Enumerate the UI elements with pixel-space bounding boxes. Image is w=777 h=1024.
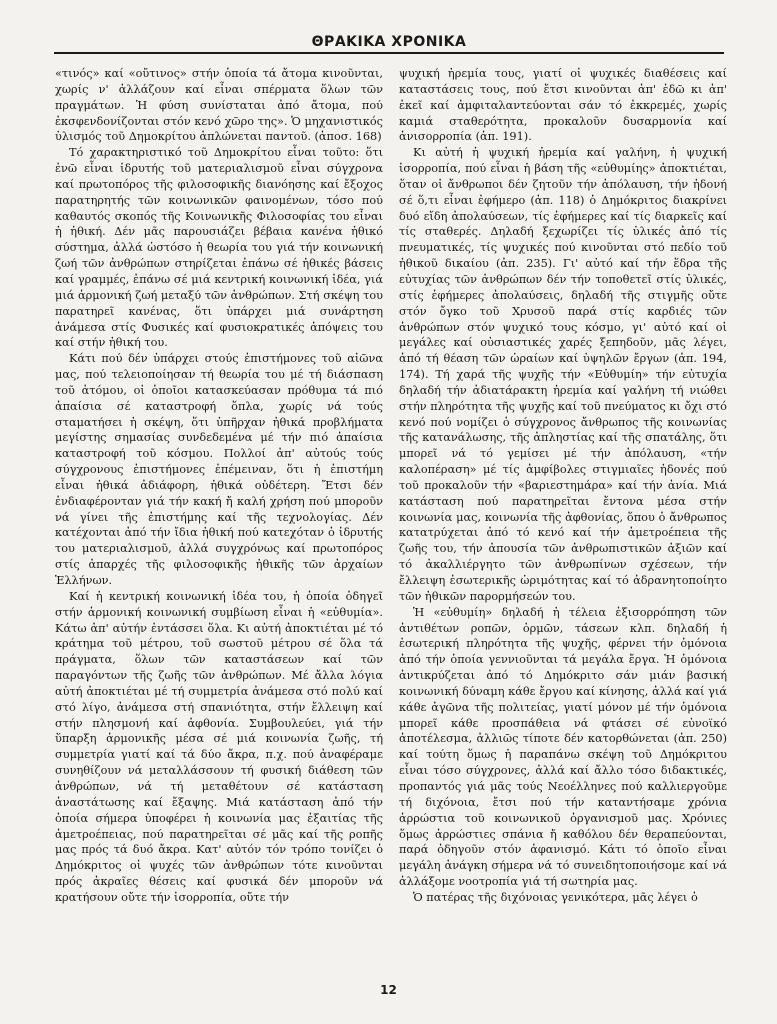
paragraph: Ὁ πατέρας τῆς διχόνοιας γενικότερα, μᾶς λέγει ὁ [413, 890, 698, 904]
paragraph: Ἡ «εὐθυμίη» δηλαδή ἡ τέλεια ἐξισορρόπηση τῶν ἀντιθέτων ροπῶν, ὁρμῶν, τάσεων κλπ. δηλαδή ἡ ἐσωτερική πληρότητα τῆς ψυχῆς, φέρνει τήν ὁμόνοια ἀπό τήν ὁποία γεννιοῦνται τά μεγάλα ἔργα. Ἡ ὁμόνοια ἀντικρύζεται ἀπό τό Δημόκριτο σάν μιάν βασική κοινωνική δύναμη κάθε ἔργου καί κίνησης, ἀλλά καί γιά κάθε ἀγῶνα τῆς πολιτείας, γιατί μόνον μέ τήν ὁμόνοια μπορεῖ κάθε προσπάθεια νά φτάσει σέ εὐνοϊκό ἀποτέλεσμα, ἀλλιῶς τίποτε δέν κατορθώνεται (ἀπ. 250) καί τούτη ὅμως ἡ παραπάνω σκέψη τοῦ Δημόκριτου εἶναι τόσο σύγχρονες, ἀλλά καί ἄλλο τόσο διδακτικές, προπαντός γιά μᾶς τούς Νεοέλληνες πού καλλιεργοῦμε τή διχόνοια, ἔτσι πού τήν καταντήσαμε χρόνια ἀρρώστια τοῦ κοινωνικοῦ ὀργανισμοῦ μας. Χρόνιες ὅμως ἀρρώστιες σπάνια ἤ καθόλου δέν θεραπεύονται, παρά ὁδηγοῦν στόν ἀφανισμό. Κάτι τό ὁποῖο εἶναι μεγάλη ἀνάγκη σήμερα νά τό συνειδητοποιήσομε καί νά ἀλλάξομε νοοτροπία γιά τή σωτηρία μας. [399, 605, 727, 889]
right-column [399, 66, 727, 906]
paragraph: Τό χαρακτηριστικό τοῦ Δημοκρίτου εἶναι τοῦτο: ὅτι ἐνῶ εἶναι ἱδρυτής τοῦ ματεριαλισμοῦ εἶναι σύγχρονα καί πρωτοπόρος τῆς φιλοσοφικῆς διανόησης καί ἔξοχος παρατηρητής τῶν κοινωνικῶν φαινομένων, τόσο πού καθαυτός σκοπός τῆς Κοινωνικῆς Φιλοσοφίας του εἶναι ἡ ἠθική. Δέν μᾶς παρουσιάζει βέβαια κανένα ἠθικό σύστημα, ἀλλά ὡστόσο ἡ θεωρία του γιά τήν κοινωνική ζωή τῶν ἀνθρώπων στηρίζεται ἐπάνω σέ ἠθικές βάσεις καί γραμμές, ἐπάνω σέ μιά κεντρική κοινωνική ἰδέα, γιά μιά ἁρμονική ζωή μεταξύ τῶν ἀνθρώπων. Στή σκέψη του παρατηρεῖ κανένας, ὅτι ὑπάρχει μιά συνάρτηση ἀνάμεσα στίς Φυσικές καί φυσιοκρατικές ἀπόψεις του καί στήν ἠθική του. [55, 146, 383, 350]
paragraph: Κάτι πού δέν ὑπάρχει στούς ἐπιστήμονες τοῦ αἰῶνα μας, πού τελειοποίησαν τή θεωρία του μέ τή διάσπαση τοῦ ἀτόμου, οἱ ὁποῖοι κατασκεύασαν πρόθυμα τά πιό ἀπαίσια σέ καταστροφή ὅπλα, χωρίς νά τούς σταματήσει ἡ σκέψη, ὅτι ὑπῆρχαν ἠθικά προβλήματα μεγίστης σημασίας συνδεδεμένα μέ τήν πιό ἀπαίσια καταστροφή τοῦ κόσμου. Πολλοί ἀπ' αὐτούς τούς σύγχρονους ἐπιστήμονες ἐπέμειναν, ὅτι ἡ ἐπιστήμη εἶναι ἠθικά ἀδιάφορη, ἠθικά οὐδέτερη. Ἔτσι δέν ἐνδιαφέρονταν γιά τήν κακή ἤ καλή χρήση πού μποροῦν νά γίνει τῆς ἐπιστήμης καί τῆς τεχνολογίας. Δέν κατέχονται ἀπό τήν ἴδια ἠθική πού κατεχόταν ὁ ἱδρυτής του ματεριαλισμοῦ, ἀλλά συγχρόνως καί πρωτοπόρος στίς ἀπαρχές τῆς φιλοσοφικῆς ἠθικῆς τῶν ἀρχαίων Ἑλλήνων. [55, 352, 383, 587]
paragraph: Κι αὐτή ἡ ψυχική ἠρεμία καί γαλήνη, ἡ ψυχική ἰσορροπία, πού εἶναι ἡ βάση τῆς «εὐθυμίης» ἀποκτιέται, ὅταν οἱ ἄνθρωποι δέν ζητοῦν τήν ἀπόλαυση, τήν ἡδονή σέ ὅ,τι εἶναι ἐφήμερο (ἀπ. 118) ὁ Δημόκριτος διακρίνει δυό εἴδη ἀπολαύσεων, τίς ἐφήμερες καί τίς διαρκεῖς καί τίς σταθερές. Δηλαδή ξεχωρίζει τίς ὑλικές ἀπό τίς πνευματικές, τίς ψυχικές πού κινοῦνται στό πεδίο τοῦ ἠθικοῦ δικαίου (ἀπ. 235). Γι' αὐτό καί τήν ἕδρα τῆς εὐτυχίας τῶν ἀνθρώπων δέν τήν τοποθετεῖ στίς ὑλικές, στίς ἐφήμερες ἀπολαύσεις, δηλαδή τῆς στιγμῆς οὔτε στόν ὄγκο τοῦ Χρυσοῦ παρά στίς καρδιές τῶν ἀνθρώπων στόν ψυχικό τους κόσμο, γι' αὐτό καί οἱ μεγάλες καί οὐσιαστικές χαρές ξεπηδοῦν, μᾶς λέγει, ἀπό τή θέαση τῶν ὡραίων καί ὑψηλῶν ἔργων (ἀπ. 194, 174). Τή χαρά τῆς ψυχῆς τήν «Εὐθυμίη» τήν εὐτυχία δηλαδή τήν ἀδιατάρακτη ἠρεμία καί γαλήνη τή νιώθει στήν πληρότητα τῆς ψυχῆς καί τοῦ πνεύματος κι ὄχι στό κενό πού νομίζει ὁ σύγχρονος ἄνθρωπος τῆς κοινωνίας τῆς κατανάλωσης, τῆς ἀπληστίας καί τῆς σπατάλης, ὅτι μπορεῖ νά τό γεμίσει μέ τήν ἀπόλαυση, «τήν καλοπέραση» μέ τίς ἀμφίβολες στιγμιαῖες ἡδονές πού τοῦ προκαλοῦν τήν «βαριεστημάρα» καί τήν ἀνία. Μιά κατάσταση πού παρατηρεῖται ἔντονα μέσα στήν κοινωνία μας, κοινωνία τῆς ἀφθονίας, ὅπου ὁ ἄνθρωπος κατατρύχεται ἀπό τό κενό καί τήν ἀμετροέπεια τῆς ζωῆς του, τήν ἀπουσία τῶν ἀνθρωπιστικῶν ἀξιῶν καί τό ἀκαλλιέργητο τῶν ἀνθρωπίνων σχέσεων, τήν ἔλλειψη ἐσωτερικῆς ὡριμότητας καί τό ἀδρανητοποίητο τῶν ἠθικῶν παρορμήσεών του. [399, 146, 727, 603]
left-column [55, 66, 383, 906]
paragraph: «τινός» καί «οὔτινος» στήν ὁποία τά ἄτομα κινοῦνται, χωρίς ν' ἀλλάζουν καί εἶναι σπέρματα ὅλων τῶν πραγμάτων. Ἡ φύση συνίσταται ἀπό ἄτομα, πού ἐκσφενδονίζονται στόν κενό χῶρο της». Ὁ μηχανιστικός ὑλισμός τοῦ Δημοκρίτου ἁπλώνεται παντοῦ. (ἀποσ. 168) [55, 67, 383, 144]
running-header: ΘΡΑΚΙΚΑ ΧΡΟΝΙΚΑ [311, 34, 467, 50]
paragraph: Καί ἡ κεντρική κοινωνική ἰδέα του, ἡ ὁποία ὁδηγεῖ στήν ἁρμονική κοινωνική συμβίωση εἶναι ἡ «εὐθυμία». Κάτω ἀπ' αὐτήν ἐντάσσει ὅλα. Κι αὐτή ἀποκτιέται μέ τό κράτημα τοῦ μέτρου, τοῦ σωστοῦ μέτρου σέ ὅλα τά πράγματα, ὅλων τῶν καταστάσεων καί τῶν παραγόντων τῆς ζωῆς τῶν ἀνθρώπων. Μέ ἄλλα λόγια αὐτή ἀποκτιέται μέ τή συμμετρία ἀνάμεσα στό πολύ καί στό λίγο, ἀνάμεσα στή σπανιότητα, στήν ἔλλειψη καί στήν πλησμονή καί ἀφθονία. Συμβουλεύει, γιά τήν ὕπαρξη ἁρμονικῆς μέσα σέ μιά κοινωνία ζωῆς, τή συμμετρία γιατί καί τά δύο ἄκρα, π.χ. πού ἀναφέραμε συνηθίζουν νά μεταλλάσσουν τή φυσική διάθεση τῶν ἀνθρώπων, νά τή μεταθέτουν σέ κατάσταση ἀναστάτωσης καί ἔξαψης. Μιά κατάσταση ἀπό τήν ὁποία σήμερα ὑποφέρει ἡ κοινωνία μας ἐξαιτίας τῆς ἀμετροέπειας, πού παρατηρεῖται σέ μᾶς καί τῆς ροπῆς μας πρός τά δυό ἄκρα. Κατ' αὐτόν τόν τρόπο τονίζει ὁ Δημόκριτος οἱ ψυχές τῶν ἀνθρώπων τότε κινοῦνται πρός ἀκραῖες θέσεις καί φυσικά δέν μποροῦν νά κρατήσουν οὔτε τήν ἰσορροπία, οὔτε τήν [55, 589, 383, 904]
paragraph: ψυχική ἠρεμία τους, γιατί οἱ ψυχικές διαθέσεις καί καταστάσεις τους, πού ἔτσι κινοῦνται ἀπ' ἐδῶ κι ἀπ' ἐκεῖ καί ἀμφιταλαντεύονται σάν τό ἐκκρεμές, χωρίς καμιά σταθερότητα, προκαλοῦν δυσαρμονία καί ἀνισορροπία (ἀπ. 191). [399, 67, 727, 144]
page-number: 12 [380, 983, 397, 997]
header-rule [54, 52, 724, 54]
